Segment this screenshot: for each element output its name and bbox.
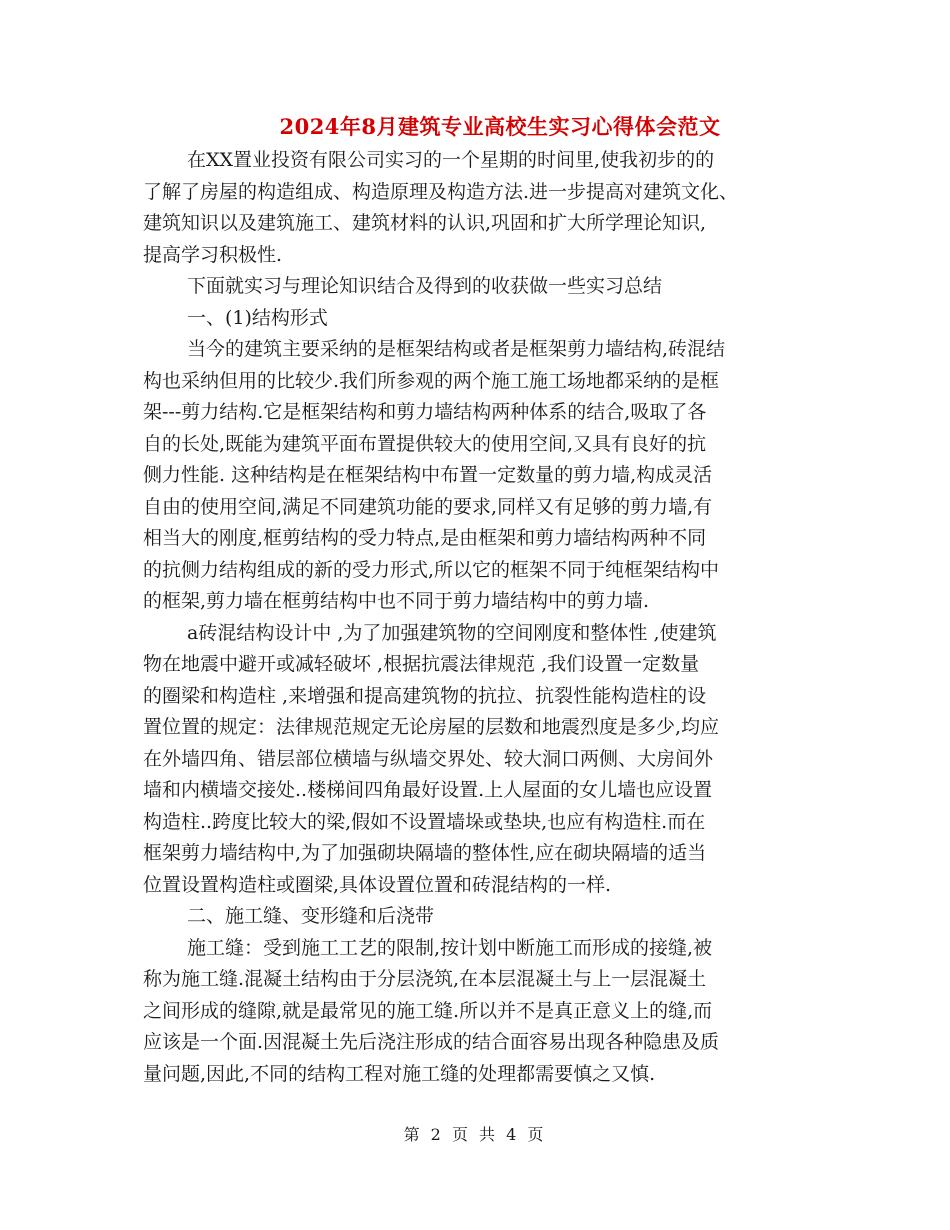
- document-body: [143, 145, 815, 1090]
- body-line: a砖混结构设计中 ,为了加强建筑物的空间刚度和整体性 ,使建筑: [187, 621, 717, 644]
- body-line: 物在地震中避开或减轻破坏 ,根据抗震法律规范 ,我们设置一定数量: [143, 653, 700, 675]
- body-line: 在外墙四角、错层部位横墙与纵墙交界处、较大洞口两侧、大房间外: [143, 747, 714, 770]
- body-line: 提高学习积极性.: [143, 243, 283, 266]
- body-line: 墙和内横墙交接处..楼梯间四角最好设置.上人屋面的女儿墙也应设置: [143, 779, 713, 801]
- body-line: 自的长处,既能为建筑平面布置提供较大的使用空间,又具有良好的抗: [143, 432, 707, 455]
- body-line: 架---剪力结构.它是框架结构和剪力墙结构两种体系的结合,吸取了各: [143, 401, 707, 423]
- document-title: 2024年8月建筑专业高校生实习心得体会范文: [279, 114, 721, 139]
- body-line: 在XX置业投资有限公司实习的一个星期的时间里,使我初步的的: [187, 149, 715, 171]
- page-number: 第 2 页 共 4 页: [403, 1125, 547, 1144]
- body-line: 应该是一个面.因混凝土先后浇注形成的结合面容易出现各种隐患及质: [143, 1031, 720, 1053]
- body-line: 了解了房屋的构造组成、构造原理及构造方法.进一步提高对建筑文化、: [143, 180, 739, 203]
- body-line: 建筑知识以及建筑施工、建筑材料的认识,巩固和扩大所学理论知识,: [143, 212, 707, 234]
- body-line: 的框架,剪力墙在框剪结构中也不同于剪力墙结构中的剪力墙.: [143, 590, 650, 612]
- body-line: 置位置的规定：法律规范规定无论房屋的层数和地震烈度是多少,均应: [143, 716, 720, 738]
- body-line: 自由的使用空间,满足不同建筑功能的要求,同样又有足够的剪力墙,有: [143, 495, 713, 518]
- body-line: 之间形成的缝隙,就是最常见的施工缝.所以并不是真正意义上的缝,而: [143, 999, 713, 1022]
- body-line: 量问题,因此,不同的结构工程对施工缝的处理都需要慎之又慎.: [143, 1062, 656, 1085]
- body-line: 位置设置构造柱或圈梁,具体设置位置和砖混结构的一样.: [143, 873, 612, 896]
- body-line: 施工缝：受到施工工艺的限制,按计划中断施工而形成的接缝,被: [187, 936, 713, 959]
- body-line: 构也采纳但用的比较少.我们所参观的两个施工施工场地都采纳的是框: [143, 369, 720, 392]
- body-line: 框架剪力墙结构中,为了加强砌块隔墙的整体性,应在砌块隔墙的适当: [143, 842, 707, 864]
- body-line: 的圈梁和构造柱 ,来增强和提高建筑物的抗拉、抗裂性能构造柱的设: [143, 684, 707, 707]
- body-line: 相当大的刚度,框剪结构的受力特点,是由框架和剪力墙结构两种不同: [143, 527, 707, 549]
- body-line: 构造柱..跨度比较大的梁,假如不设置墙垛或垫块,也应有构造柱.而在: [143, 810, 706, 833]
- section-heading: 一、(1)结构形式: [187, 306, 328, 329]
- body-line: 下面就实习与理论知识结合及得到的收获做一些实习总结: [187, 275, 663, 297]
- body-line: 的抗侧力结构组成的新的受力形式,所以它的框架不同于纯框架结构中: [143, 558, 720, 581]
- body-line: 当今的建筑主要采纳的是框架结构或者是框架剪力墙结构,砖混结: [187, 338, 726, 360]
- body-line: 称为施工缝.混凝土结构由于分层浇筑,在本层混凝土与上一层混凝土: [143, 968, 707, 990]
- section-heading: 二、施工缝、变形缝和后浇带: [187, 905, 435, 927]
- body-line: 侧力性能. 这种结构是在框架结构中布置一定数量的剪力墙,构成灵活: [143, 464, 713, 486]
